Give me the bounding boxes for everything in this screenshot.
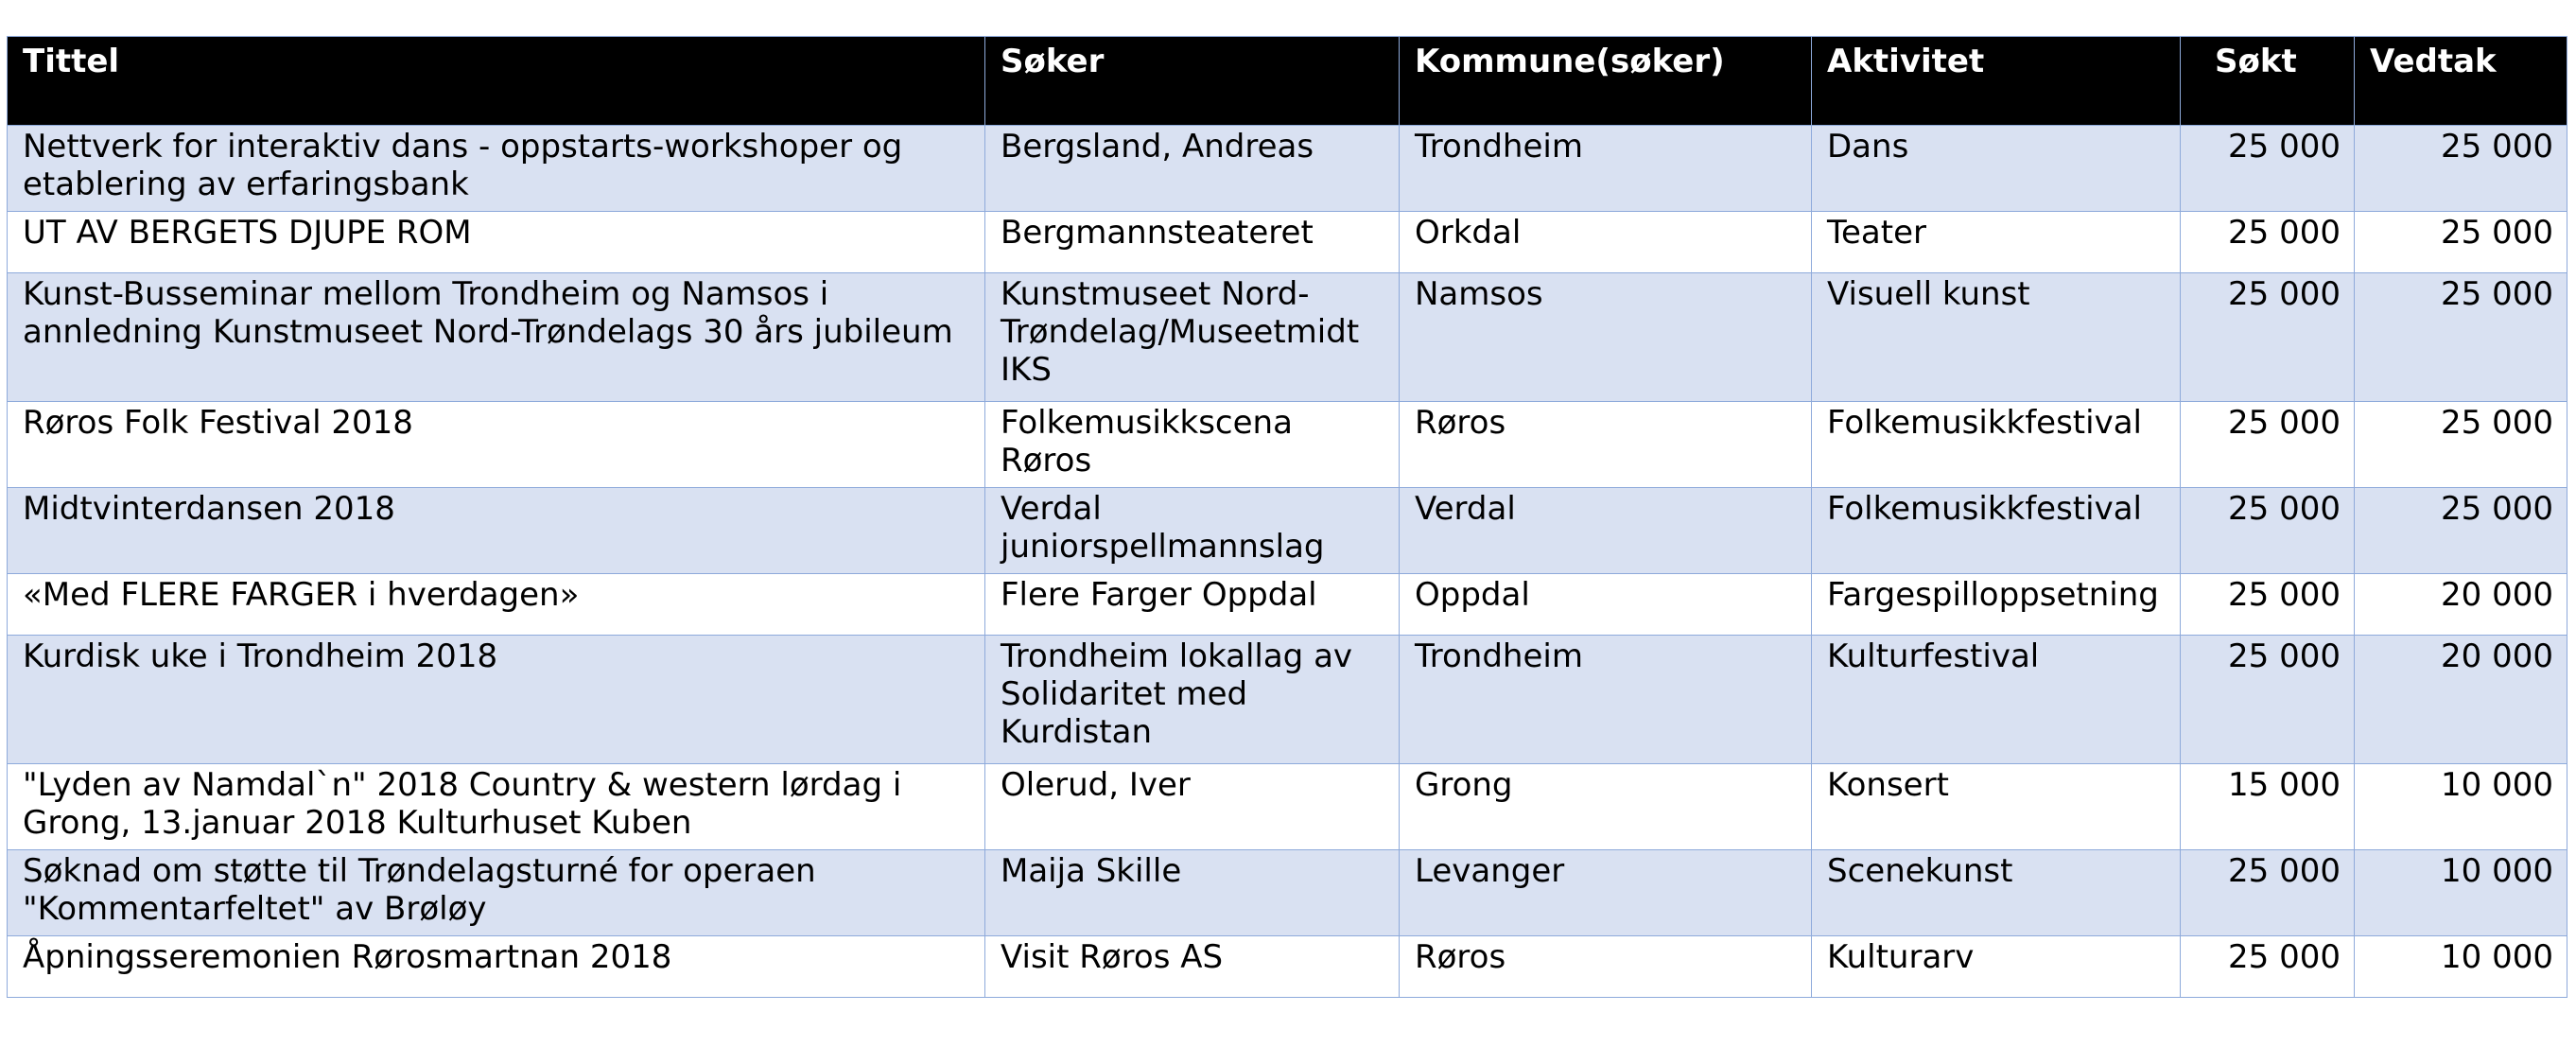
header-row xyxy=(8,37,2567,126)
cell-tittel: Røros Folk Festival 2018 xyxy=(8,402,985,488)
cell-tittel: Åpningsseremonien Rørosmartnan 2018 xyxy=(8,936,985,998)
cell-tittel: Nettverk for interaktiv dans - oppstarts-workshoper og etablering av erfaringsbank xyxy=(8,126,985,212)
table-row xyxy=(8,212,2567,273)
cell-kommune: Namsos xyxy=(1400,273,1812,402)
cell-aktivitet: Dans xyxy=(1812,126,2181,212)
cell-sokt: 25 000 xyxy=(2181,273,2355,402)
cell-soker: Olerud, Iver xyxy=(985,764,1400,850)
cell-vedtak: 25 000 xyxy=(2355,212,2567,273)
cell-sokt: 25 000 xyxy=(2181,212,2355,273)
cell-soker: Bergmannsteateret xyxy=(985,212,1400,273)
header-vedtak: Vedtak xyxy=(2355,37,2567,126)
table-row xyxy=(8,936,2567,998)
cell-aktivitet: Folkemusikkfestival xyxy=(1812,488,2181,574)
cell-aktivitet: Visuell kunst xyxy=(1812,273,2181,402)
cell-soker: Bergsland, Andreas xyxy=(985,126,1400,212)
cell-soker: Trondheim lokallag av Solidaritet med Kurdistan xyxy=(985,636,1400,764)
cell-soker: Folkemusikkscena Røros xyxy=(985,402,1400,488)
header-tittel: Tittel xyxy=(8,37,985,126)
cell-soker: Verdal juniorspellmannslag xyxy=(985,488,1400,574)
cell-vedtak: 20 000 xyxy=(2355,636,2567,764)
cell-sokt: 25 000 xyxy=(2181,936,2355,998)
cell-sokt: 25 000 xyxy=(2181,850,2355,936)
cell-aktivitet: Kulturfestival xyxy=(1812,636,2181,764)
table-row xyxy=(8,488,2567,574)
cell-vedtak: 10 000 xyxy=(2355,764,2567,850)
table-row xyxy=(8,273,2567,402)
cell-sokt: 25 000 xyxy=(2181,488,2355,574)
cell-soker: Flere Farger Oppdal xyxy=(985,574,1400,636)
cell-aktivitet: Konsert xyxy=(1812,764,2181,850)
cell-kommune: Røros xyxy=(1400,402,1812,488)
cell-aktivitet: Scenekunst xyxy=(1812,850,2181,936)
cell-vedtak: 10 000 xyxy=(2355,850,2567,936)
cell-aktivitet: Teater xyxy=(1812,212,2181,273)
cell-vedtak: 20 000 xyxy=(2355,574,2567,636)
cell-kommune: Orkdal xyxy=(1400,212,1812,273)
cell-sokt: 25 000 xyxy=(2181,636,2355,764)
cell-tittel: Kunst-Busseminar mellom Trondheim og Namsos i annledning Kunstmuseet Nord-Trøndelags 30 års jubileum xyxy=(8,273,985,402)
cell-kommune: Oppdal xyxy=(1400,574,1812,636)
cell-sokt: 25 000 xyxy=(2181,574,2355,636)
cell-tittel: «Med FLERE FARGER i hverdagen» xyxy=(8,574,985,636)
cell-aktivitet: Fargespilloppsetning xyxy=(1812,574,2181,636)
table-row xyxy=(8,850,2567,936)
cell-kommune: Røros xyxy=(1400,936,1812,998)
cell-aktivitet: Folkemusikkfestival xyxy=(1812,402,2181,488)
cell-tittel: Søknad om støtte til Trøndelagsturné for operaen "Kommentarfeltet" av Brøløy xyxy=(8,850,985,936)
cell-kommune: Grong xyxy=(1400,764,1812,850)
table-row xyxy=(8,402,2567,488)
cell-kommune: Trondheim xyxy=(1400,126,1812,212)
table-row xyxy=(8,764,2567,850)
table-row xyxy=(8,636,2567,764)
cell-soker: Kunstmuseet Nord-Trøndelag/Museetmidt IKS xyxy=(985,273,1400,402)
cell-tittel: UT AV BERGETS DJUPE ROM xyxy=(8,212,985,273)
table-row xyxy=(8,574,2567,636)
cell-vedtak: 10 000 xyxy=(2355,936,2567,998)
header-sokt: Søkt xyxy=(2181,37,2355,126)
cell-sokt: 15 000 xyxy=(2181,764,2355,850)
cell-vedtak: 25 000 xyxy=(2355,126,2567,212)
cell-kommune: Verdal xyxy=(1400,488,1812,574)
cell-aktivitet: Kulturarv xyxy=(1812,936,2181,998)
cell-kommune: Levanger xyxy=(1400,850,1812,936)
cell-vedtak: 25 000 xyxy=(2355,488,2567,574)
header-kommune: Kommune(søker) xyxy=(1400,37,1812,126)
cell-kommune: Trondheim xyxy=(1400,636,1812,764)
cell-soker: Visit Røros AS xyxy=(985,936,1400,998)
header-soker: Søker xyxy=(985,37,1400,126)
cell-tittel: "Lyden av Namdal`n" 2018 Country & western lørdag i Grong, 13.januar 2018 Kulturhuset Kuben xyxy=(8,764,985,850)
cell-tittel: Kurdisk uke i Trondheim 2018 xyxy=(8,636,985,764)
header-aktivitet: Aktivitet xyxy=(1812,37,2181,126)
table-row xyxy=(8,126,2567,212)
cell-vedtak: 25 000 xyxy=(2355,273,2567,402)
grants-table xyxy=(7,36,2567,998)
cell-sokt: 25 000 xyxy=(2181,402,2355,488)
cell-vedtak: 25 000 xyxy=(2355,402,2567,488)
cell-sokt: 25 000 xyxy=(2181,126,2355,212)
cell-soker: Maija Skille xyxy=(985,850,1400,936)
cell-tittel: Midtvinterdansen 2018 xyxy=(8,488,985,574)
